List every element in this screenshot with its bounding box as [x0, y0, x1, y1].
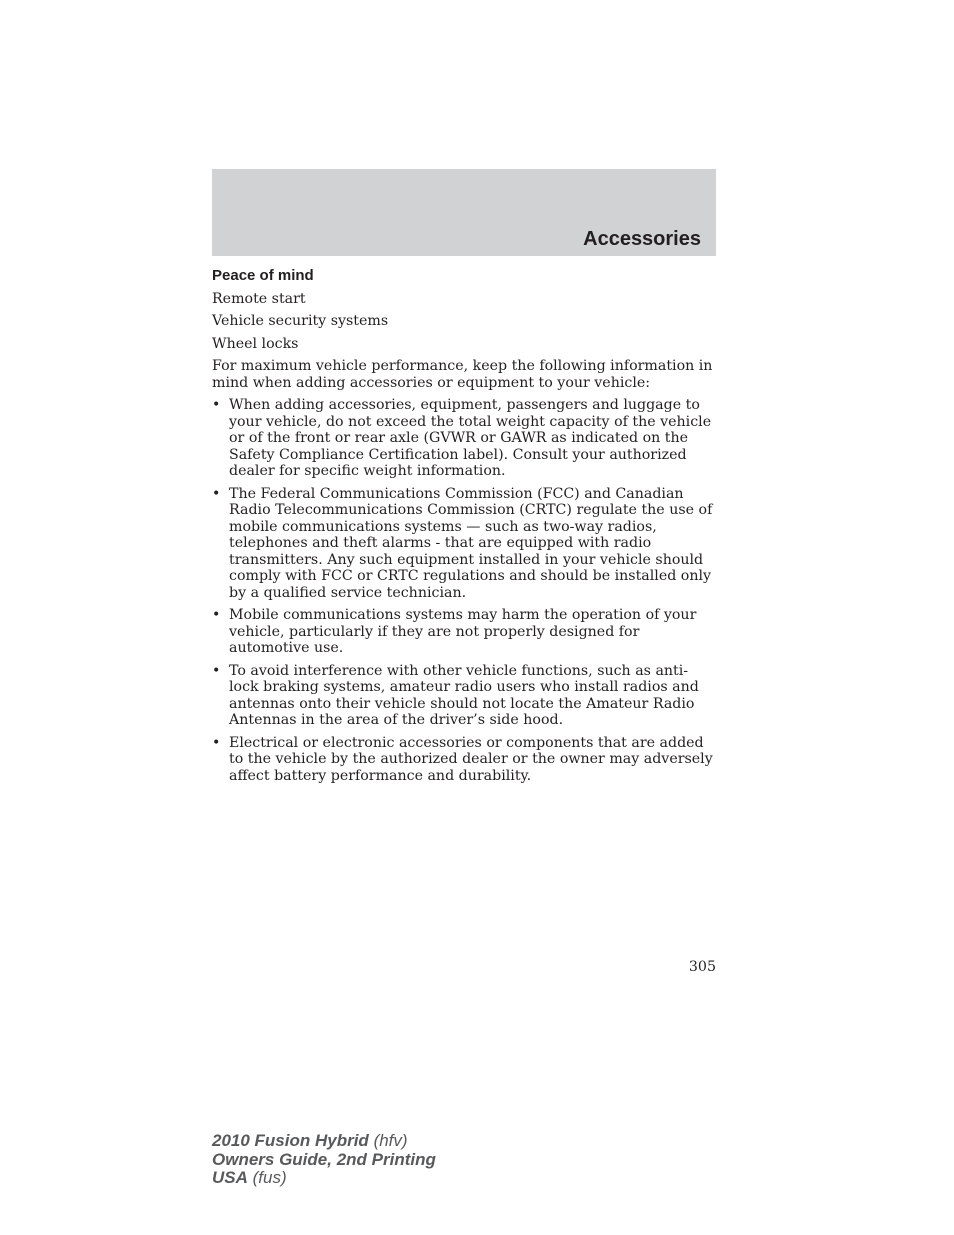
- bullet-text: The Federal Communications Commission (FCC) and Canadian Radio Telecommunications Commission (CRTC) regulate the use of mobile communications systems — such as two-way radios, telephones and theft alarms - that are equipped with radio transmitters. Any such equipment installed in your vehicle should comply with FCC or CRTC regulations and should be installed only by a qualified service technician.: [229, 485, 713, 601]
- section-title: Accessories: [583, 228, 701, 250]
- subheading: Peace of mind: [212, 267, 314, 284]
- bullet-list: [212, 397, 716, 784]
- footer-market: USA: [212, 1168, 248, 1187]
- bullet-item: [212, 607, 716, 657]
- bullet-icon: •: [212, 662, 221, 679]
- bullet-text: When adding accessories, equipment, passengers and luggage to your vehicle, do not exceed the total weight capacity of the vehicle or of the front or rear axle (GVWR or GAWR as indicated on the Safety Compliance Certification label). Consult your authorized dealer for specific weight information.: [229, 397, 712, 479]
- feature-line: Vehicle security systems: [212, 313, 389, 329]
- bullet-item: [212, 397, 716, 480]
- section-header-band: [212, 169, 716, 256]
- footer-model-code: (hfv): [373, 1131, 408, 1150]
- bullet-icon: •: [212, 734, 221, 751]
- footer-model-name: 2010 Fusion Hybrid: [212, 1131, 369, 1150]
- bullet-text: Electrical or electronic accessories or components that are added to the vehicle by the authorized dealer or the owner may adversely affect battery performance and durability.: [229, 734, 713, 784]
- page-number: 305: [688, 959, 716, 975]
- feature-line: Remote start: [212, 290, 306, 307]
- footer-line-guide: [212, 1151, 436, 1170]
- bullet-text: Mobile communications systems may harm the operation of your vehicle, particularly if they are not properly designed for automotive use.: [229, 607, 697, 656]
- intro-paragraph: For maximum vehicle performance, keep the following information in mind when adding accessories or equipment to your vehicle:: [212, 358, 713, 391]
- bullet-item: [212, 663, 716, 729]
- bullet-icon: •: [212, 485, 221, 502]
- bullet-icon: •: [212, 607, 221, 623]
- page-content: [212, 268, 716, 790]
- footer-market-code: (fus): [252, 1168, 287, 1187]
- bullet-item: [212, 486, 716, 602]
- footer-line-model: [212, 1132, 436, 1151]
- document-footer: [212, 1132, 436, 1188]
- footer-guide-edition: Owners Guide, 2nd Printing: [212, 1149, 436, 1169]
- feature-line: Wheel locks: [212, 335, 299, 352]
- footer-line-market: [212, 1169, 436, 1188]
- bullet-icon: •: [212, 397, 221, 413]
- bullet-item: [212, 735, 716, 785]
- bullet-text: To avoid interference with other vehicle functions, such as anti-lock braking systems, amateur radio users who install radios and antennas onto their vehicle should not locate the Amateur Radio Antennas in the area of the driver’s side hood.: [229, 662, 699, 728]
